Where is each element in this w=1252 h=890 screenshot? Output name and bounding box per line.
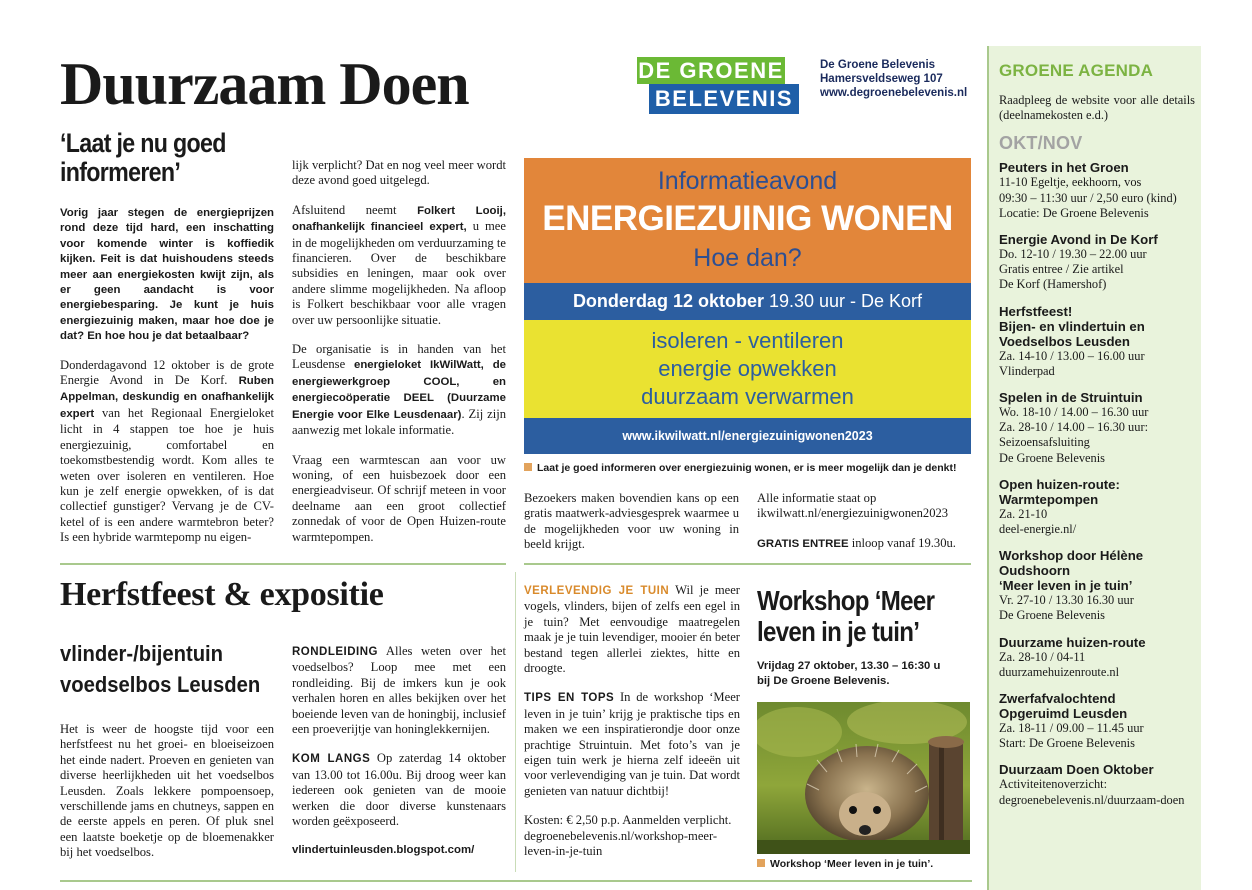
poster-url: www.ikwilwatt.nl/energiezuinigwonen2023 xyxy=(622,429,873,443)
agenda-intro: Raadpleeg de website voor alle details (deelnamekosten e.d.) xyxy=(999,93,1195,123)
groene-agenda-sidebar xyxy=(987,46,1201,890)
website-link[interactable]: vlindertuinleusden.blogspot.com/ xyxy=(292,844,475,857)
logo-address: De Groene Belevenis Hamersveldseweg 107 www.degroenebelevenis.nl xyxy=(820,59,968,99)
article-column-1 xyxy=(60,206,274,546)
poster-topic: energie opwekken xyxy=(658,356,837,381)
agenda-event: Duurzame huizen-route Za. 28-10 / 04-11 duurzamehuizenroute.nl xyxy=(999,634,1146,679)
agenda-event: Workshop door Hélène Oudshoorn ‘Meer leven in je tuin’ Vr. 27-10 / 13.30 16.30 uur De Groene Belevenis xyxy=(999,548,1144,623)
article-intro: Vorig jaar stegen de energieprijzen rond deze tijd hard, een inschatting voor komende winter is koffiedik kijken. Feit is dat huishoudens steeds meer aan energiekosten kwijt zijn, als er geen aandacht is voor energiebesparing. Je kunt je huis energiezuinig maken, maar hoe doe je dat? En hoe hou je dat betaalbaar? xyxy=(60,207,274,343)
groene-belevenis-logo xyxy=(637,57,807,115)
event-poster xyxy=(524,158,971,454)
poster-question: Hoe dan? xyxy=(693,244,802,272)
agenda-event: Duurzaam Doen Oktober Activiteitenoverzicht: degroenebelevenis.nl/duurzaam-doen xyxy=(999,762,1185,807)
caption-marker-icon xyxy=(757,859,765,867)
poster-topic: isoleren - ventileren xyxy=(651,328,844,353)
article-subhead: vlinder-/bijentuin voedselbos Leusden xyxy=(60,641,261,697)
agenda-event: Open huizen-route: Warmtepompen Za. 21-10 deel-energie.nl/ xyxy=(999,476,1120,537)
poster-subtitle: Informatieavond xyxy=(657,167,838,195)
article-paragraph: VERLEVENDIG JE TUIN Wil je meer vogels, vlinders, bijen of zelfs een egel in je tuin? Met eenvoudige maatregelen maak je je tuin levendiger, mooier én beter bestand tegen allerlei ziektes, hitte en droogte. xyxy=(524,583,740,676)
poster-topics xyxy=(524,320,971,418)
article-paragraph: lijk verplicht? Dat en nog veel meer wordt deze avond goed uitgelegd. xyxy=(292,158,506,188)
entrance-info: GRATIS ENTREE inloop vanaf 19.30u. xyxy=(757,535,956,550)
article-paragraph: Bezoekers maken bovendien kans op een gratis maatwerk-adviesgesprek waarmee u de mogelijkheden voor uw woning in beeld krijgt. xyxy=(524,491,739,552)
article-paragraph: TIPS EN TOPS In de workshop ‘Meer leven in je tuin’ krijg je praktische tips en maken we een inspiratierondje door onze prachtige Struintuin. Met foto’s van je eigen tuin werk je hierna zelf ideeën uit voor verlevendiging van je tuin. Dat wordt genieten van natuur dichtbij! xyxy=(524,690,740,798)
article-paragraph: Donderdagavond 12 oktober is de grote Energie Avond in De Korf. Ruben Appelman, deskundig en onafhankelijk expert van het Regionaal Energieloket licht in 4 stappen toe hoe je huis energiezuinig, comfortabel en toekomstbestendig wordt. Kom alles te weten over isoleren en ventileren. Hoe kun je zelf energie opwekken, of is dat collectief gunstiger? Vervang je de CV-ketel of is een andere warmtebron beter? Is een hybride warmtepomp nu eigen- xyxy=(60,357,274,545)
agenda-event: Herfstfeest! Bijen- en vlindertuin en Voedselbos Leusden Za. 14-10 / 13.00 – 16.00 uur Vlinderpad xyxy=(999,303,1145,378)
poster-topic: duurzaam verwarmen xyxy=(641,384,854,409)
article-headline-herfstfeest: Herfstfeest & expositie xyxy=(60,576,384,613)
agenda-period: OKT/NOV xyxy=(999,133,1083,154)
article-headline-workshop: Workshop ‘Meer leven in je tuin’ xyxy=(757,585,935,647)
column-divider xyxy=(515,572,516,872)
article-column-2b xyxy=(292,644,506,859)
article-column-2 xyxy=(292,158,506,545)
agenda-title: GROENE AGENDA xyxy=(999,61,1154,80)
article-paragraph: De organisatie is in handen van het Leusdense energieloket IkWilWatt, de energiewerkgroep COOL, en energiecoöperatie DEEL (Duurzame Energie voor Elke Leusdenaar). Zij zijn aanwezig met lokale informatie. xyxy=(292,342,506,438)
logo-line-1: DE GROENE xyxy=(638,58,784,83)
article-paragraph: KOM LANGS Op zaterdag 14 oktober van 13.00 tot 16.00u. Bij droog weer kan iedereen ook genieten van de mooie werken die door diverse kunstenaars worden geëxposeerd. xyxy=(292,751,506,829)
article-column-3b xyxy=(524,583,740,860)
article-paragraph: Alle informatie staat op ikwilwatt.nl/energiezuinigwonen2023 xyxy=(757,491,949,521)
article-headline-informeren: ‘Laat je nu goed informeren’ xyxy=(60,128,226,187)
workshop-caption: Workshop ‘Meer leven in je tuin’. xyxy=(757,858,972,871)
article-column-4 xyxy=(757,491,972,552)
logo-line-2: BELEVENIS xyxy=(654,86,794,111)
agenda-event: Peuters in het Groen 11-10 Egeltje, eekhoorn, vos 09:30 – 11:30 uur / 2,50 euro (kind) Locatie: De Groene Belevenis xyxy=(999,160,1177,220)
article-paragraph: RONDLEIDING Alles weten over het voedselbos? Loop mee met een rondleiding. Bij de imkers kun je ook verhalen horen en alles bekijken over het boeiende leven van de honingbij, inclusief een proeverijtje van honinglekkernijen. xyxy=(292,644,506,737)
article-paragraph: Vraag een warmtescan aan voor uw woning, of een huisbezoek door een energieadviseur. Of schrijf meteen in voor deelname aan een groot collectief zonnedak of voor de Open Huizen-route warmtepompen. xyxy=(292,452,506,544)
hedgehog-photo xyxy=(757,702,970,854)
poster-caption: Laat je goed informeren over energiezuinig wonen, er is meer mogelijk dan je denkt! xyxy=(524,462,974,475)
article-paragraph: Kosten: € 2,50 p.p. Aanmelden verplicht. degroenebelevenis.nl/workshop-meer-leven-in-je-tuin xyxy=(524,813,732,859)
poster-date: Donderdag 12 oktober 19.30 uur - De Korf xyxy=(524,283,971,320)
caption-marker-icon xyxy=(524,463,532,471)
poster-title: ENERGIEZUINIG WONEN xyxy=(542,199,953,238)
article-paragraph: Het is weer de hoogste tijd voor een herfstfeest nu het groei- en bloeiseizoen het einde nadert. Proeven en genieten van diverse heerlijkheden uit het voedselbos Leusden. Zoals lekkere pompoensoep, verschillende jams en chutneys, sappen en de eerste appels en peren. Of pluk snel een laatste boeketje op de bloemenakker bij het voedselbos. xyxy=(60,722,274,860)
article-paragraph: Afsluitend neemt Folkert Looij, onafhankelijk financieel expert, u mee in de mogelijkheden om verduurzaming te financieren. Over de beschikbare subsidies en leningen, maar ook over andere slimme mogelijkheden. Na afloop is Folkert beschikbaar voor alle vragen over uw persoonlijke situatie. xyxy=(292,202,506,327)
section-divider xyxy=(524,563,971,565)
section-divider xyxy=(60,880,972,882)
section-divider xyxy=(60,563,506,565)
workshop-date: Vrijdag 27 oktober, 13.30 – 16:30 u bij De Groene Belevenis. xyxy=(757,660,941,688)
agenda-event: Spelen in de Struintuin Wo. 18-10 / 14.00 – 16.30 uur Za. 28-10 / 14.00 – 16.30 uur: Seizoensafsluiting De Groene Belevenis xyxy=(999,390,1149,465)
page-title: Duurzaam Doen xyxy=(60,51,469,117)
agenda-event: Energie Avond in De Korf Do. 12-10 / 19.30 – 22.00 uur Gratis entree / Zie artikel De Korf (Hamershof) xyxy=(999,232,1158,292)
agenda-event: Zwerfafvalochtend Opgeruimd Leusden Za. 18-11 / 09.00 – 11.45 uur Start: De Groene Belevenis xyxy=(999,691,1144,751)
